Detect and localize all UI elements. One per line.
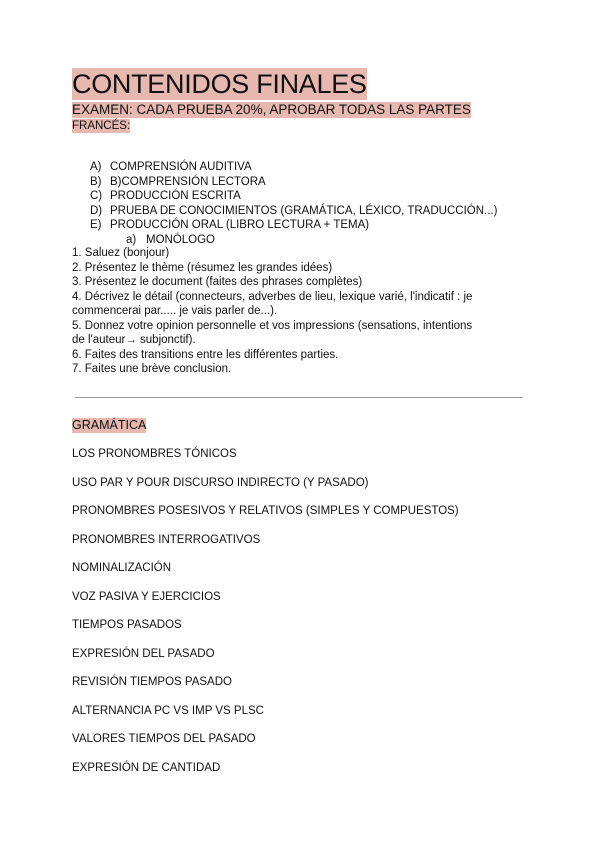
list-text: MONÓLOGO (146, 233, 216, 246)
grammar-item: ALTERNANCIA PC VS IMP VS PLSC (72, 704, 264, 717)
list-text: PRODUCCIÓN ESCRITA (110, 190, 241, 202)
grammar-item: TIEMPOS PASADOS (72, 619, 182, 631)
list-text: COMPRENSIÓN AUDITIVA (110, 161, 252, 173)
grammar-item: LOS PRONOMBRES TÓNICOS (72, 448, 237, 460)
grammar-item: EXPRESIÓN DE CANTIDAD (72, 761, 221, 774)
list-item (90, 175, 497, 190)
step-line: de l'auteur→ subjonctif). (72, 334, 196, 346)
list-item (90, 218, 497, 233)
list-item (90, 204, 497, 219)
divider (75, 397, 523, 398)
page-title: CONTENIDOS FINALES (72, 69, 367, 99)
monologue-steps (72, 246, 472, 377)
grammar-item: VALORES TIEMPOS DEL PASADO (72, 733, 256, 745)
grammar-item: EXPRESIÓN DEL PASADO (72, 647, 215, 660)
grammar-item: NOMINALIZACIÓN (72, 562, 172, 574)
grammar-item: REVISIÓN TIEMPOS PASADO (72, 676, 232, 688)
list-marker: D) (90, 204, 103, 217)
list-item (90, 189, 497, 204)
list-marker: B) (90, 175, 102, 188)
step-line: 5. Donnez votre opinion personnelle et vos impressions (sensations, intentions (72, 319, 473, 332)
step-line: 1. Saluez (bonjour) (72, 247, 170, 259)
grammar-item: PRONOMBRES POSESIVOS Y RELATIVOS (SIMPLES Y COMPUESTOS) (72, 505, 459, 517)
grammar-item: USO PAR Y POUR DISCURSO INDIRECTO (Y PASADO) (72, 476, 369, 489)
list-text: PRUEBA DE CONOCIMIENTOS (GRAMÁTICA, LÉXICO, TRADUCCIÓN...) (110, 204, 498, 217)
list-item (90, 160, 497, 175)
step-line: commencerai par..... je vais parler de...). (72, 305, 278, 317)
sub-list-item (90, 233, 497, 248)
step-line: 4. Décrivez le détail (connecteurs, adverbes de lieu, lexique varié, l'indicatif : je (72, 290, 473, 303)
list-marker: A) (90, 161, 102, 173)
exam-note: EXAMEN: CADA PRUEBA 20%, APROBAR TODAS LAS PARTES (72, 102, 471, 117)
step-line: 6. Faites des transitions entre les différentes parties. (72, 348, 339, 361)
list-marker: a) (126, 233, 137, 246)
list-marker: E) (90, 219, 102, 231)
list-text: PRODUCCIÓN ORAL (LIBRO LECTURA + TEMA) (110, 219, 370, 231)
step-line: 7. Faites une brève conclusion. (72, 363, 232, 375)
grammar-heading: GRAMÁTICA (72, 418, 147, 432)
grammar-list (72, 447, 459, 789)
language-heading: FRANCÉS: (72, 120, 131, 132)
list-text: B)COMPRENSIÓN LECTORA (110, 175, 266, 188)
list-marker: C) (90, 190, 103, 202)
grammar-item: VOZ PASIVA Y EJERCICIOS (72, 590, 221, 603)
grammar-item: PRONOMBRES INTERROGATIVOS (72, 533, 261, 546)
step-line: 2. Présentez le thème (résumez les grandes idées) (72, 261, 333, 274)
step-line: 3. Présentez le document (faites des phrases complètes) (72, 276, 363, 288)
exam-parts-list (90, 160, 497, 247)
